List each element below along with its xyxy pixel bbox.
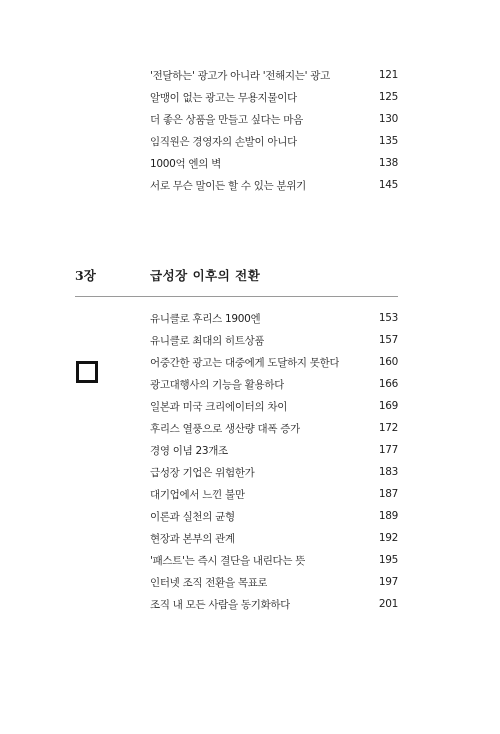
toc-entry-title: 급성장 기업은 위험한가 bbox=[150, 466, 255, 479]
toc-entry-page: 201 bbox=[378, 598, 398, 610]
toc-entry-page: 187 bbox=[378, 488, 398, 500]
toc-entry bbox=[150, 353, 398, 371]
toc-entry-title: 후리스 열풍으로 생산량 대폭 증가 bbox=[150, 422, 300, 435]
toc-entry bbox=[150, 419, 398, 437]
toc-entry bbox=[150, 88, 398, 106]
toc-entry bbox=[150, 397, 398, 415]
toc-entry-page: 153 bbox=[378, 312, 398, 324]
toc-entry bbox=[150, 309, 398, 327]
toc-entry-title: 서로 무슨 말이든 할 수 있는 분위기 bbox=[150, 179, 307, 192]
toc-entry-page: 192 bbox=[378, 532, 398, 544]
toc-entry bbox=[150, 176, 398, 194]
toc-entry bbox=[150, 154, 398, 172]
toc-entry-page: 177 bbox=[378, 444, 398, 456]
toc-entry-title: 광고대행사의 기능을 활용하다 bbox=[150, 378, 285, 391]
toc-entry bbox=[150, 66, 398, 84]
toc-entry-page: 172 bbox=[378, 422, 398, 434]
toc-entry-title: 어중간한 광고는 대중에게 도달하지 못한다 bbox=[150, 356, 340, 369]
toc-entry-title: 대기업에서 느낀 불만 bbox=[150, 488, 245, 501]
toc-entry bbox=[150, 110, 398, 128]
toc-entry-page: 166 bbox=[378, 378, 398, 390]
toc-entry bbox=[150, 529, 398, 547]
toc-entry-page: 183 bbox=[378, 466, 398, 478]
toc-entry bbox=[150, 551, 398, 569]
toc-entry-title: 조직 내 모든 사람을 동기화하다 bbox=[150, 598, 291, 611]
toc-entry-title: 임직원은 경영자의 손발이 아니다 bbox=[150, 135, 297, 148]
toc-entry-page: 121 bbox=[378, 69, 398, 81]
toc-entry bbox=[150, 132, 398, 150]
toc-entry-page: 189 bbox=[378, 510, 398, 522]
toc-entry-title: 경영 이념 23개조 bbox=[150, 444, 228, 457]
toc-entry-title: 유니클로 최대의 히트상품 bbox=[150, 334, 265, 347]
toc-entry-title: 더 좋은 상품을 만들고 싶다는 마음 bbox=[150, 113, 303, 126]
chapter-number: 3장 bbox=[75, 268, 96, 283]
toc-entry-title: 1000억 엔의 벽 bbox=[150, 157, 221, 170]
toc-entry-page: 130 bbox=[378, 113, 398, 125]
toc-entry-title: 유니클로 후리스 1900엔 bbox=[150, 312, 261, 325]
toc-entry bbox=[150, 507, 398, 525]
toc-entry-page: 138 bbox=[378, 157, 398, 169]
toc-entry bbox=[150, 331, 398, 349]
toc-entry-page: 197 bbox=[378, 576, 398, 588]
toc-entry-title: 이론과 실천의 균형 bbox=[150, 510, 235, 523]
toc-entry-title: '전달하는' 광고가 아니라 '전해지는' 광고 bbox=[150, 69, 330, 82]
square-marker-icon bbox=[76, 361, 98, 383]
toc-entry bbox=[150, 441, 398, 459]
toc-entry-title: 인터넷 조직 전환을 목표로 bbox=[150, 576, 268, 589]
toc-entry bbox=[150, 375, 398, 393]
toc-entry bbox=[150, 485, 398, 503]
chapter-title: 급성장 이후의 전환 bbox=[150, 268, 261, 283]
toc-entry-title: 알맹이 없는 광고는 무용지물이다 bbox=[150, 91, 297, 104]
toc-entry bbox=[150, 595, 398, 613]
toc-entry-page: 135 bbox=[378, 135, 398, 147]
toc-entry-page: 160 bbox=[378, 356, 398, 368]
toc-entry bbox=[150, 573, 398, 591]
toc-entry-page: 169 bbox=[378, 400, 398, 412]
toc-entry bbox=[150, 463, 398, 481]
toc-entry-page: 157 bbox=[378, 334, 398, 346]
toc-entry-page: 125 bbox=[378, 91, 398, 103]
toc-entry-title: 현장과 본부의 관계 bbox=[150, 532, 235, 545]
toc-entry-title: '패스트'는 즉시 결단을 내린다는 뜻 bbox=[150, 554, 306, 567]
toc-entry-title: 일본과 미국 크리에이터의 차이 bbox=[150, 400, 288, 413]
toc-entry-page: 145 bbox=[378, 179, 398, 191]
toc-entry-page: 195 bbox=[378, 554, 398, 566]
chapter-divider bbox=[75, 296, 398, 297]
